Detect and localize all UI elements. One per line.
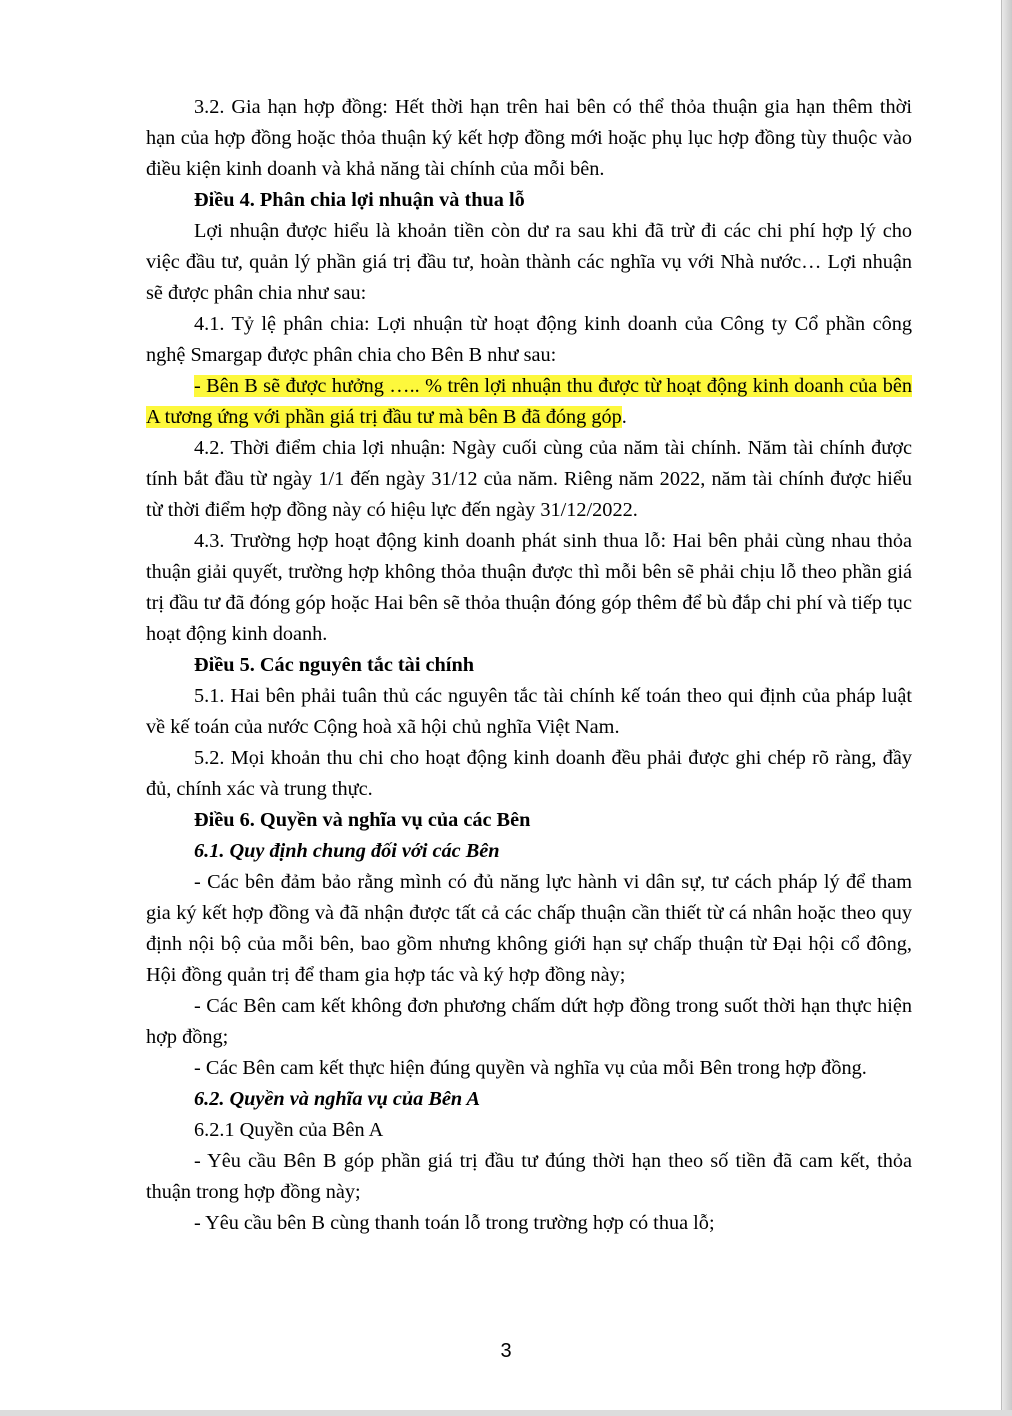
clause-4-1: 4.1. Tỷ lệ phân chia: Lợi nhuận từ hoạt động kinh doanh của Công ty Cổ phần công nghệ Smargap được phân chia cho Bên B như sau: [146,313,912,366]
clause-6-2-1-a: - Yêu cầu Bên B góp phần giá trị đầu tư đúng thời hạn theo số tiền đã cam kết, thỏa thuận trong hợp đồng này; [146,1150,912,1203]
clause-6-1-c: - Các Bên cam kết thực hiện đúng quyền và nghĩa vụ của mỗi Bên trong hợp đồng. [194,1057,867,1079]
section-6-1-heading: 6.1. Quy định chung đối với các Bên [194,840,500,862]
clause-6-1-a: - Các bên đảm bảo rằng mình có đủ năng lực hành vi dân sự, tư cách pháp lý để tham gia ký kết hợp đồng và đã nhận được tất cả các chấp thuận cần thiết từ cá nhân hoặc theo quy định nội bộ của mỗi bên, bao gồm nhưng không giới hạn sự chấp thuận từ Đại hội cổ đông, Hội đồng quản trị để tham gia hợp tác và ký hợp đồng này; [146,871,912,986]
clause-4-1-bullet [146,371,912,433]
page-edge [1001,0,1012,1416]
clause-6-2-1-b: - Yêu cầu bên B cùng thanh toán lỗ trong trường hợp có thua lỗ; [194,1212,715,1234]
clause-6-2-1: 6.2.1 Quyền của Bên A [194,1119,384,1141]
clause-4-2: 4.2. Thời điểm chia lợi nhuận: Ngày cuối cùng của năm tài chính. Năm tài chính được tính bắt đầu từ ngày 1/1 đến ngày 31/12 của năm. Riêng năm 2022, năm tài chính được hiểu từ thời điểm hợp đồng này có hiệu lực đến ngày 31/12/2022. [146,437,912,521]
page-bottom-edge [0,1410,1012,1416]
article-4-heading: Điều 4. Phân chia lợi nhuận và thua lỗ [194,189,525,211]
clause-3-2: 3.2. Gia hạn hợp đồng: Hết thời hạn trên hai bên có thể thỏa thuận gia hạn thêm thời hạn của hợp đồng hoặc thỏa thuận ký kết hợp đồng mới hoặc phụ lục hợp đồng tùy thuộc vào điều kiện kinh doanh và khả năng tài chính của mỗi bên. [146,96,912,180]
clause-4-3: 4.3. Trường hợp hoạt động kinh doanh phát sinh thua lỗ: Hai bên phải cùng nhau thỏa thuận giải quyết, trường hợp không thỏa thuận được thì mỗi bên sẽ phải chịu lỗ theo phần giá trị đầu tư đã đóng góp hoặc Hai bên sẽ thỏa thuận đóng góp thêm để bù đắp chi phí và tiếp tục hoạt động kinh doanh. [146,530,912,645]
highlighted-text: - Bên B sẽ được hưởng ….. % trên lợi nhuận thu được từ hoạt động kinh doanh của bên A tương ứng với phần giá trị đầu tư mà bên B đã đóng góp [146,375,912,428]
article-4-intro: Lợi nhuận được hiểu là khoản tiền còn dư ra sau khi đã trừ đi các chi phí hợp lý cho việc đầu tư, quản lý phần giá trị đầu tư, hoàn thành các nghĩa vụ với Nhà nước… Lợi nhuận sẽ được phân chia như sau: [146,220,912,304]
article-6-heading: Điều 6. Quyền và nghĩa vụ của các Bên [194,809,531,831]
article-5-heading: Điều 5. Các nguyên tắc tài chính [194,654,475,676]
page-number: 3 [500,1340,512,1362]
clause-6-1-b: - Các Bên cam kết không đơn phương chấm dứt hợp đồng trong suốt thời hạn thực hiện hợp đồng; [146,995,912,1048]
section-6-2-heading: 6.2. Quyền và nghĩa vụ của Bên A [194,1088,481,1110]
clause-5-2: 5.2. Mọi khoản thu chi cho hoạt động kinh doanh đều phải được ghi chép rõ ràng, đầy đủ, chính xác và trung thực. [146,747,912,800]
document-body [146,92,912,1239]
clause-5-1: 5.1. Hai bên phải tuân thủ các nguyên tắc tài chính kế toán theo qui định của pháp luật về kế toán của nước Cộng hoà xã hội chủ nghĩa Việt Nam. [146,685,912,738]
highlight-tail: . [621,406,627,428]
